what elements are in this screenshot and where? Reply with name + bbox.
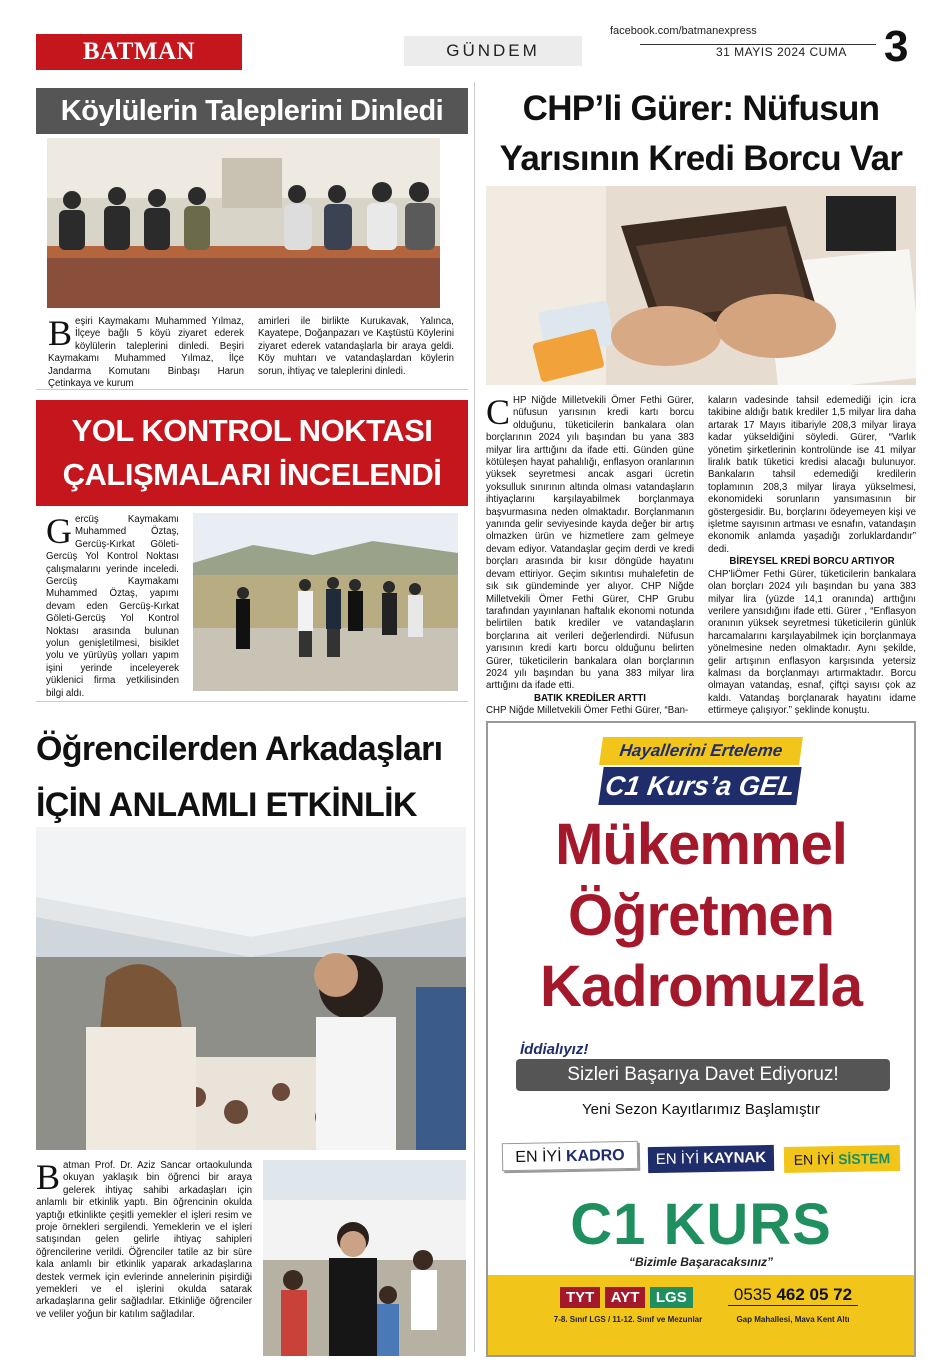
- section-label: GÜNDEM: [404, 36, 582, 66]
- story1-col2: amirleri ile birlikte Kurukavak, Yalınca, Kayatepe, Doğanpazarı ve Kaştüstü Köylerini ziyaret ederek vatandaşlarla bir araya geldi. Köy muhtarı ve vatandaşlardan köylerin sorun, ihtiyaç ve taleplerini dinledi.: [258, 316, 454, 377]
- page-number: 3: [884, 22, 909, 71]
- ad-ribbon-main: C1 Kurs’a GEL: [598, 767, 801, 805]
- ad-slogan: “Bizimle Başaracaksınız”: [628, 1255, 774, 1269]
- story1-photo: [47, 138, 440, 308]
- story1-col1: Beşiri Kaymakamı Muhammed Yılmaz, İlçeye bağlı 5 köyü ziyaret ederek köylülerin taleplerini dinledi. Beşiri Kaymakamı Muhammed Yılmaz, İlçe Jandarma Komutanı Binbaşı Harun Çetinkaya ve kurum: [48, 313, 244, 390]
- ad-tag-kaynak: EN İYİ KAYNAK: [648, 1145, 774, 1173]
- story4-title: Öğrencilerden Arkadaşları İÇİN ANLAMLI ETKİNLİK: [36, 730, 443, 824]
- story3-col1: CHP Niğde Milletvekili Ömer Fethi Gürer, nüfusun yarısının kredi kartı borcu olduğunu, tüketicilerin bankalara olan borçlarının 2024 yılı başından bu yana 383 milyar lira arttığını da ifade etti. Günden güne kötüleşen hayat pahalılığı, enflasyon oranlarının yüksek seyretmesi ancak asgari ücretin yoksulluk sınırının altında olması vatandaşların ihtiyaçlarını karşılayabilmek borçlanmaya başvurmasına neden olmaktadır. Borçlanmanın yanında gelir seviyesinde kayda değer bir artış olmazken ürün ve hizmetlere zam gelmeye devam ediyor. Vatandaşlar geçim derdi ve kredi borçları arasında bir kısır döngüde hayatını devam ettiriyor. Geçim sıkıntısı muhalefetin de sık sık gündeminde yer alıyor. CHP Niğde Milletvekili Ömer Fethi Gürer, CHP Grubu tarafından yayınlanan haftalık ekonomi notunda belirtilen batık krediler ve vatandaşların borçlarına ait verileri değerlendirdi. Nüfusun yarısının kredi kartı borcu olduğunu belirten Gürer, tüketicilerin bankalara olan borçlarının 2024 yılı başından bu yana 383 milyar lira arttığını da ifade etti. BATIK KREDİLER ARTTI CHP Niğde Milletvekili Ömer Fethi Gürer, “Ban-: [486, 392, 694, 717]
- ad-classes: 7-8. Sınıf LGS / 11-12. Sınıf ve Mezunlar: [553, 1315, 703, 1324]
- story2-title: YOL KONTROL NOKTASI ÇALIŞMALARI İNCELENDİ: [36, 400, 468, 506]
- ad-exam-badges: [560, 1287, 693, 1308]
- story4-dropcap: B: [36, 1157, 61, 1197]
- story3-subhead1: BATIK KREDİLER ARTTI: [534, 692, 646, 704]
- ad-phone[interactable]: 0535 462 05 72: [728, 1285, 858, 1306]
- ad-brand: C1 KURS: [570, 1192, 832, 1257]
- ad-address: Gap Mahallesi, Mava Kent Altı: [736, 1315, 850, 1324]
- issue-date: 31 MAYIS 2024 CUMA: [716, 45, 847, 59]
- exam-badge-ayt: AYT: [605, 1287, 646, 1308]
- story-divider: [36, 389, 468, 390]
- exam-badge-tyt: TYT: [560, 1287, 600, 1308]
- ad-season-text: Yeni Sezon Kayıtlarımız Başlamıştır: [582, 1101, 820, 1118]
- newspaper-logo: BATMAN: [36, 34, 242, 70]
- facebook-link[interactable]: facebook.com/batmanexpress: [610, 25, 757, 37]
- ad-tag-kadro: EN İYİ KADRO: [502, 1141, 638, 1171]
- c1-kurs-advertisement[interactable]: [486, 721, 916, 1357]
- ad-ribbon-top: Hayallerini Erteleme: [599, 737, 803, 765]
- column-divider: [474, 82, 475, 1352]
- ad-invite-banner: Sizleri Başarıya Davet Ediyoruz!: [516, 1059, 890, 1091]
- ad-claim: İddialıyız!: [520, 1041, 589, 1058]
- story1-dropcap: B: [48, 313, 73, 353]
- story2-photo: [193, 513, 458, 691]
- story3-photo: [486, 186, 916, 385]
- ad-tag-sistem: EN İYİ SİSTEM: [784, 1145, 900, 1173]
- story4-photo2: [263, 1160, 466, 1356]
- story3-subhead2: BİREYSEL KREDİ BORCU ARTIYOR: [729, 556, 895, 568]
- exam-badge-lgs: LGS: [650, 1287, 693, 1308]
- story3-col2: kaların vadesinde tahsil edemediği için icra takibine aldığı batık krediler 1,5 milyar lira daha artarak 17 Mayıs itibariyle 208,3 milyar liraya kadar yükseldiğini söyledi. Gürer, “Varlık yönetim şirketlerinin kontrolünde ise 41 milyar liralık batık tüketici kredisi alacağı bulunuyor. Bankaların tahsil edemediği kredilerin toplamının 208,3 milyar liraya yükselmesi, ekonomideki sorunların yansımasının bir göstergesidir. Bu, borçlarını ödeyemeyen kişi ve işletme sayısının artması ve esnafın, vatandaşın ekonomik anlamda yaşadığı zorluklardandır” dedi. BİREYSEL KREDİ BORCU ARTIYOR CHP’liÖmer Fethi Gürer, tüketicilerin bankalara olan borçları 2024 yılı başından bu yana 383 milyar lira (yüzde 14,1 oranında) arttığını verilere yansıdığını ifade etti. Gürer , “Enflasyon oranının yüksek seyretmesi tüketicilerin günlük harcamalarını karşılayabilmek için borçlanmaya yönelmesine neden olmaktadır. Aynı şekilde, gelir artışının enflasyon karşısında yetersiz kalması da borçlanmayı artırmaktadır. Borcu olmayan vatandaş, esnaf, çiftçi sayısı çok az kaldı. Vatandaş borçlanarak hayatını idame ettirmeye çalışıyor.” şeklinde konuştu.: [708, 395, 916, 717]
- ad-headline: Mükemmel Öğretmen Kadromuzla: [540, 812, 862, 1019]
- story3-dropcap: C: [486, 392, 511, 432]
- story1-title: Köylülerin Taleplerini Dinledi: [36, 88, 468, 134]
- story2-dropcap: G: [46, 511, 72, 551]
- story2-text: Gercüş Kaymakamı Muhammed Öztaş, Gercüş-Kırkat Göleti-Gercüş Yol Kontrol Noktası çalışmalarını yerinde inceledi. Gercüş Kaymakamı Muhammed Öztaş, yapımı devam eden Gercüş-Kırkat Göleti-Gercüş Yol Kontrol Noktası arasında bulunan yolun genişletilmesi, bisiklet yolu ve yürüyüş yolları yapım işini yerinde inceleyerek yüklenici firma yetkilisinden bilgi aldı.: [46, 511, 179, 699]
- story3-title: CHP’li Gürer: Nüfusun Yarısının Kredi Borcu Var: [499, 89, 903, 178]
- story-divider: [36, 701, 468, 702]
- story4-photo: [36, 827, 466, 1150]
- story4-text: Batman Prof. Dr. Aziz Sancar ortaokulunda okuyan yaklaşık bin öğrenci bir araya gelerek ihtiyaç sahibi arkadaşları için anlamlı bir etkinlik yaptı. Bin öğrencinin okulda yaptığı etkinlikte çeşitli yemekler el işleri resim ve proje örnekleri sergilendi. Yemeklerin ve el işleri satışından gelen gelirle ihtiyaç sahipleri öğrencilerine verildi. Öğrenciler tatile az bir süre kala anlamlı bir etkinlik yaparak arkadaşlarına destek vermek için evlerinde annelerinin pişirdiği yemekleri ve el işlerini okulda satarak arkadaşlarına gelir sağladılar. Etkinliğe öğrenciler ve veliler yoğun bir katılım sağladılar.: [36, 1157, 252, 1320]
